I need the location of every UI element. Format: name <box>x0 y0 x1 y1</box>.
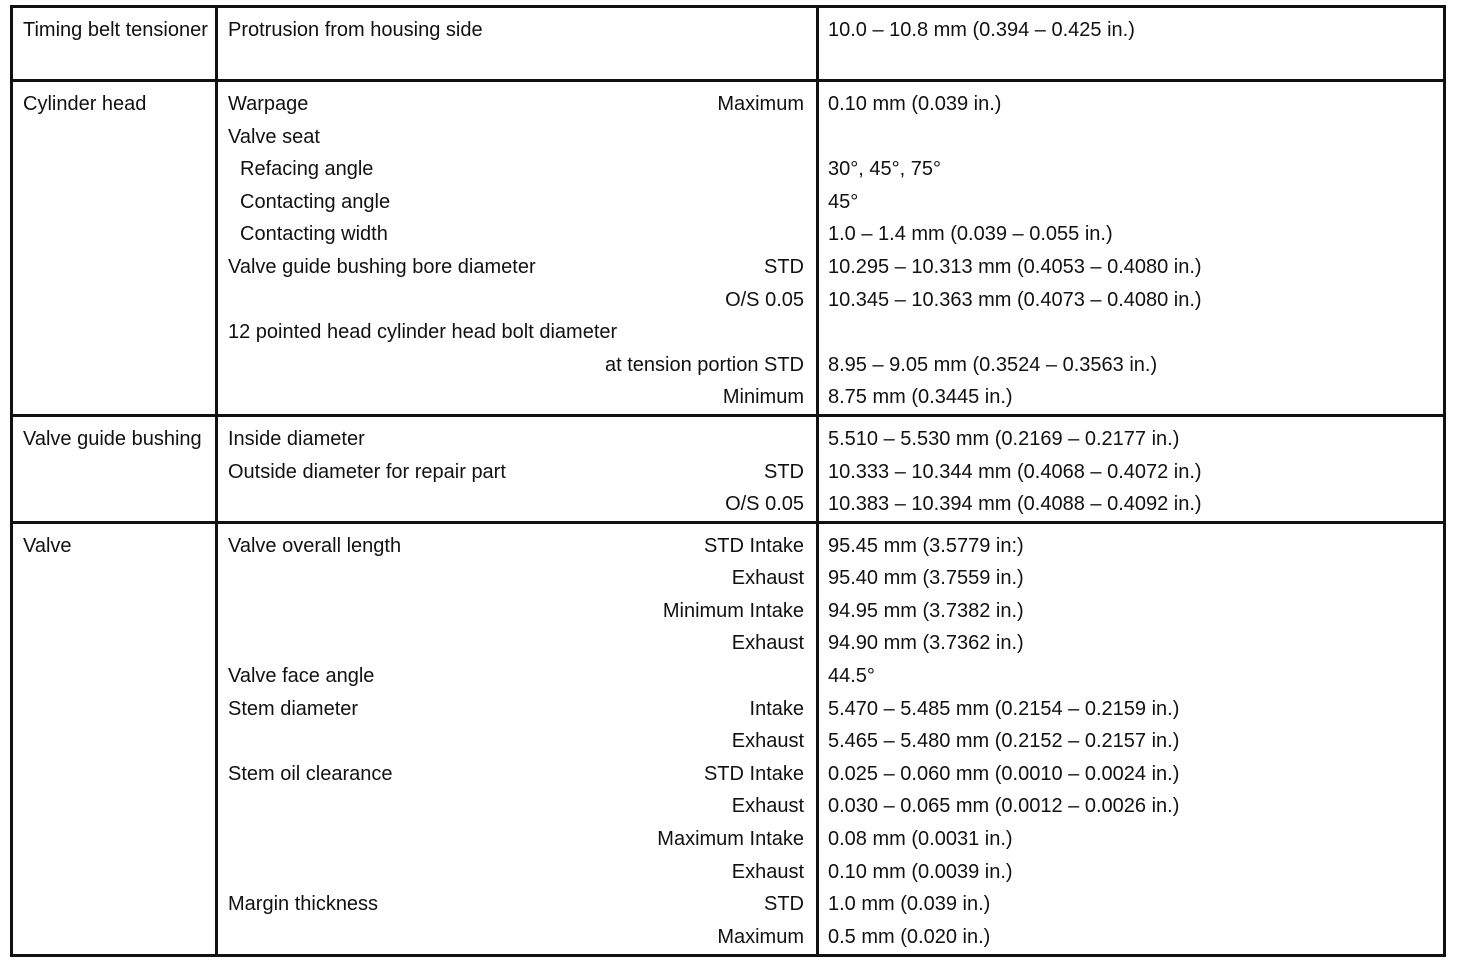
specification-table <box>10 5 1446 957</box>
item-row <box>218 693 816 726</box>
item-label: Valve guide bushing bore diameter <box>228 255 536 278</box>
spec-value: 10.295 – 10.313 mm (0.4053 – 0.4080 in.) <box>828 255 1202 278</box>
item-qualifier: Maximum <box>717 925 804 948</box>
item-row <box>218 88 816 121</box>
item-qualifier: at tension portion STD <box>605 353 804 376</box>
item-column <box>218 8 819 79</box>
item-row <box>218 530 816 563</box>
spec-value: 1.0 – 1.4 mm (0.039 – 0.055 in.) <box>828 223 1113 246</box>
spec-value <box>819 316 1443 349</box>
item-label: Inside diameter <box>228 427 365 450</box>
value-column <box>819 524 1443 954</box>
item-label: Stem oil clearance <box>228 762 393 785</box>
item-row <box>218 488 816 521</box>
spec-value: 1.0 mm (0.039 in.) <box>828 893 991 916</box>
item-column <box>218 417 819 521</box>
item-label: Protrusion from housing side <box>228 18 483 41</box>
spec-value: 10.345 – 10.363 mm (0.4073 – 0.4080 in.) <box>828 288 1202 311</box>
item-label: Outside diameter for repair part <box>228 460 506 483</box>
item-label: Valve face angle <box>228 665 375 688</box>
item-row <box>218 14 816 47</box>
spec-value: 10.383 – 10.394 mm (0.4088 – 0.4092 in.) <box>828 493 1202 516</box>
value-column <box>819 8 1443 79</box>
item-qualifier: Exhaust <box>731 795 804 818</box>
spec-value: 94.90 mm (3.7362 in.) <box>828 632 1024 655</box>
spec-value: 0.5 mm (0.020 in.) <box>828 925 991 948</box>
item-label: Valve overall length <box>228 534 402 557</box>
item-label: Valve seat <box>228 125 320 148</box>
item-row <box>218 758 816 791</box>
component-name: Valve <box>13 524 218 954</box>
spec-value: 0.10 mm (0.0039 in.) <box>828 860 1013 883</box>
spec-value: 95.45 mm (3.5779 in:) <box>828 534 1024 557</box>
value-column <box>819 417 1443 521</box>
item-qualifier: Exhaust <box>731 567 804 590</box>
item-row <box>218 349 816 382</box>
item-qualifier: O/S 0.05 <box>725 493 804 516</box>
spec-section <box>13 417 1443 524</box>
item-column <box>218 82 819 414</box>
item-row <box>218 628 816 661</box>
spec-value: 30°, 45°, 75° <box>828 158 941 181</box>
item-qualifier: STD <box>764 460 804 483</box>
item-row <box>218 791 816 824</box>
item-row <box>218 456 816 489</box>
item-qualifier: STD Intake <box>703 762 804 785</box>
item-row <box>218 888 816 921</box>
spec-section <box>13 524 1443 954</box>
spec-value: 0.025 – 0.060 mm (0.0010 – 0.0024 in.) <box>828 762 1180 785</box>
item-label: Warpage <box>228 92 309 115</box>
spec-value: 5.510 – 5.530 mm (0.2169 – 0.2177 in.) <box>828 427 1180 450</box>
item-label: Margin thickness <box>228 893 379 916</box>
spec-value: 94.95 mm (3.7382 in.) <box>828 599 1024 622</box>
item-label: 12 pointed head cylinder head bolt diameter <box>228 321 618 344</box>
spec-value: 8.95 – 9.05 mm (0.3524 – 0.3563 in.) <box>828 353 1158 376</box>
item-row <box>218 186 816 219</box>
item-qualifier: Maximum <box>717 92 804 115</box>
item-label: Refacing angle <box>240 158 374 181</box>
item-row <box>218 563 816 596</box>
item-qualifier: STD <box>764 893 804 916</box>
spec-value: 5.465 – 5.480 mm (0.2152 – 0.2157 in.) <box>828 730 1180 753</box>
item-row <box>218 316 816 349</box>
component-name: Valve guide bushing <box>13 417 218 521</box>
item-label: Contacting angle <box>240 190 391 213</box>
item-row <box>218 423 816 456</box>
item-column <box>218 524 819 954</box>
item-qualifier: Intake <box>749 697 804 720</box>
item-qualifier: Minimum Intake <box>662 599 804 622</box>
item-qualifier: Exhaust <box>731 632 804 655</box>
spec-value: 0.10 mm (0.039 in.) <box>828 92 1002 115</box>
item-row <box>218 251 816 284</box>
item-qualifier: Maximum Intake <box>657 828 804 851</box>
spec-value: 10.0 – 10.8 mm (0.394 – 0.425 in.) <box>828 18 1135 41</box>
spec-value: 5.470 – 5.485 mm (0.2154 – 0.2159 in.) <box>828 697 1180 720</box>
spec-value: 45° <box>828 190 859 213</box>
item-row <box>218 153 816 186</box>
spec-value: 0.030 – 0.065 mm (0.0012 – 0.0026 in.) <box>828 795 1180 818</box>
spec-section <box>13 8 1443 82</box>
spec-value <box>819 47 1443 80</box>
item-label: Contacting width <box>240 223 388 246</box>
component-name: Timing belt tensioner <box>13 8 218 79</box>
spec-value: 0.08 mm (0.0031 in.) <box>828 828 1013 851</box>
item-qualifier: Exhaust <box>731 860 804 883</box>
item-label: Stem diameter <box>228 697 359 720</box>
item-qualifier: STD <box>764 255 804 278</box>
spec-value <box>819 121 1443 154</box>
item-qualifier: Minimum <box>722 386 804 409</box>
item-row <box>218 856 816 889</box>
value-column <box>819 82 1443 414</box>
item-row <box>218 921 816 954</box>
spec-value: 8.75 mm (0.3445 in.) <box>828 386 1013 409</box>
item-row <box>218 595 816 628</box>
item-qualifier: STD Intake <box>703 534 804 557</box>
item-row <box>218 284 816 317</box>
spec-value: 95.40 mm (3.7559 in.) <box>828 567 1024 590</box>
item-row <box>218 47 816 80</box>
item-row <box>218 219 816 252</box>
item-row <box>218 823 816 856</box>
component-name: Cylinder head <box>13 82 218 414</box>
item-row <box>218 725 816 758</box>
item-row <box>218 382 816 415</box>
spec-value: 44.5° <box>828 665 875 688</box>
item-qualifier: Exhaust <box>731 730 804 753</box>
spec-value: 10.333 – 10.344 mm (0.4068 – 0.4072 in.) <box>828 460 1202 483</box>
item-row <box>218 660 816 693</box>
spec-section <box>13 82 1443 417</box>
item-qualifier: O/S 0.05 <box>725 288 804 311</box>
item-row <box>218 121 816 154</box>
